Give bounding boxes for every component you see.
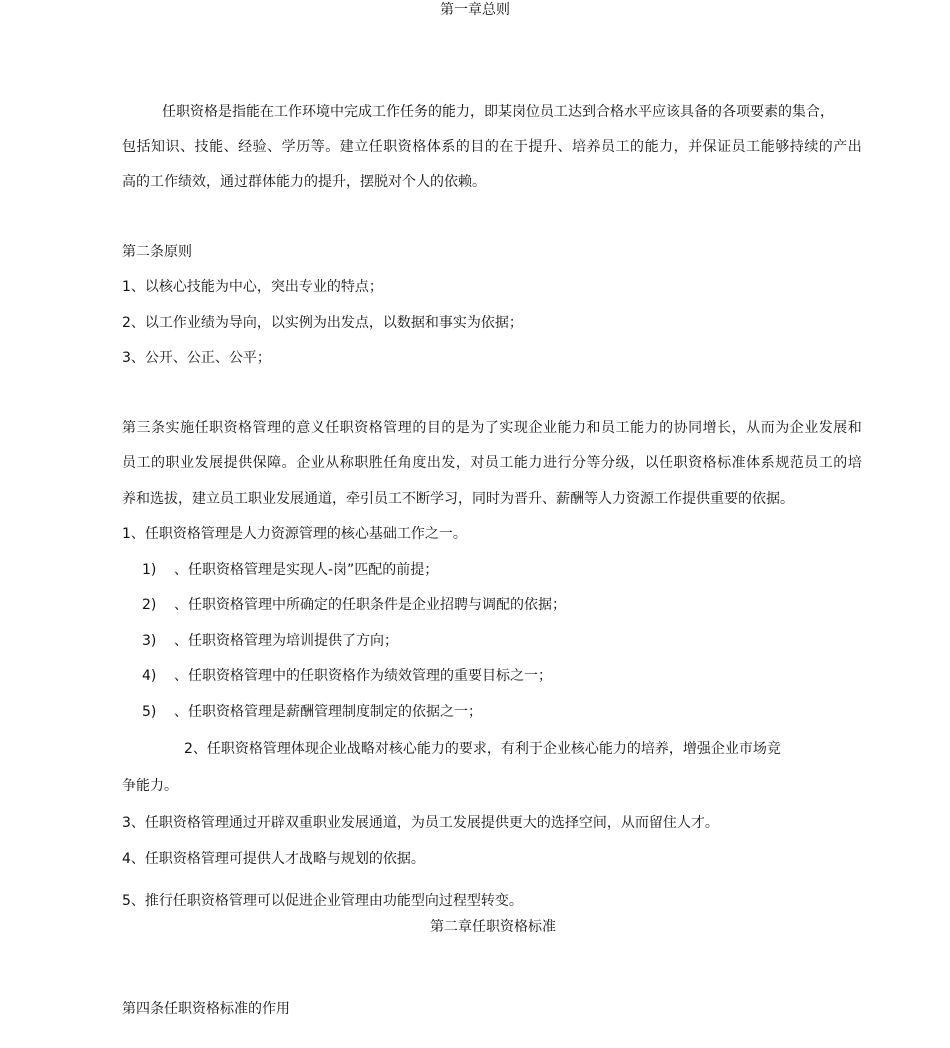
subpoint-5-text: 、任职资格管理是薪酬管理制度制定的依据之一； bbox=[174, 704, 482, 720]
subpoint-3-num: 3) bbox=[142, 633, 157, 649]
intro-line-2: 包括知识、技能、经验、学历等。建立任职资格体系的目的在于提升、培养员工的能力，并保证员工能够持续的产出 bbox=[122, 139, 862, 155]
subpoint-2-text: 、任职资格管理中所确定的任职条件是企业招聘与调配的依据； bbox=[174, 597, 566, 613]
article3-line-2: 员工的职业发展提供保障。企业从称职胜任角度出发，对员工能力进行分等分级，以任职资格标准体系规范员工的培 bbox=[122, 455, 862, 471]
article3-line-3: 养和选拔，建立员工职业发展通道，牵引员工不断学习，同时为晋升、薪酬等人力资源工作提供重要的依据。 bbox=[122, 491, 794, 507]
subpoint-1-num: 1) bbox=[142, 562, 157, 578]
article4-title: 第四条任职资格标准的作用 bbox=[122, 1001, 290, 1017]
article3-line-1: 第三条实施任职资格管理的意义任职资格管理的目的是为了实现企业能力和员工能力的协同增长，从而为企业发展和 bbox=[122, 420, 862, 436]
intro-line-3: 高的工作绩效，通过群体能力的提升，摆脱对个人的依赖。 bbox=[122, 174, 486, 190]
article3-point-3: 3、任职资格管理通过开辟双重职业发展通道，为员工发展提供更大的选择空间，从而留住人才。 bbox=[122, 815, 719, 831]
subpoint-2-num: 2) bbox=[142, 597, 157, 613]
article3-point-2-line-2: 争能力。 bbox=[122, 778, 178, 794]
article3-point-4: 4、任职资格管理可提供人才战略与规划的依据。 bbox=[122, 851, 425, 867]
article2-item-2: 2、以工作业绩为导向，以实例为出发点，以数据和事实为依据； bbox=[122, 315, 523, 331]
article2-title: 第二条原则 bbox=[122, 244, 192, 260]
article2-item-3: 3、公开、公正、公平； bbox=[122, 350, 271, 366]
subpoint-3-text: 、任职资格管理为培训提供了方向； bbox=[174, 633, 398, 649]
chapter2-title: 第二章任职资格标准 bbox=[430, 919, 556, 935]
article3-point-2-line-1: 2、任职资格管理体现企业战略对核心能力的要求，有利于企业核心能力的培养，增强企业市场竞 bbox=[184, 741, 781, 757]
subpoint-4-text: 、任职资格管理中的任职资格作为绩效管理的重要目标之一； bbox=[174, 668, 552, 684]
intro-line-1: 任职资格是指能在工作环境中完成工作任务的能力，即某岗位员工达到合格水平应该具备的各项要素的集合， bbox=[162, 104, 834, 120]
article2-item-1: 1、以核心技能为中心，突出专业的特点； bbox=[122, 279, 383, 295]
article3-point-5: 5、推行任职资格管理可以促进企业管理由功能型向过程型转变。 bbox=[122, 893, 523, 909]
subpoint-5-num: 5) bbox=[142, 704, 157, 720]
article3-point-1: 1、任职资格管理是人力资源管理的核心基础工作之一。 bbox=[122, 526, 467, 542]
subpoint-1-text: 、任职资格管理是实现人-岗”匹配的前提； bbox=[174, 562, 439, 578]
chapter1-title: 第一章总则 bbox=[440, 2, 510, 18]
subpoint-4-num: 4) bbox=[142, 668, 157, 684]
